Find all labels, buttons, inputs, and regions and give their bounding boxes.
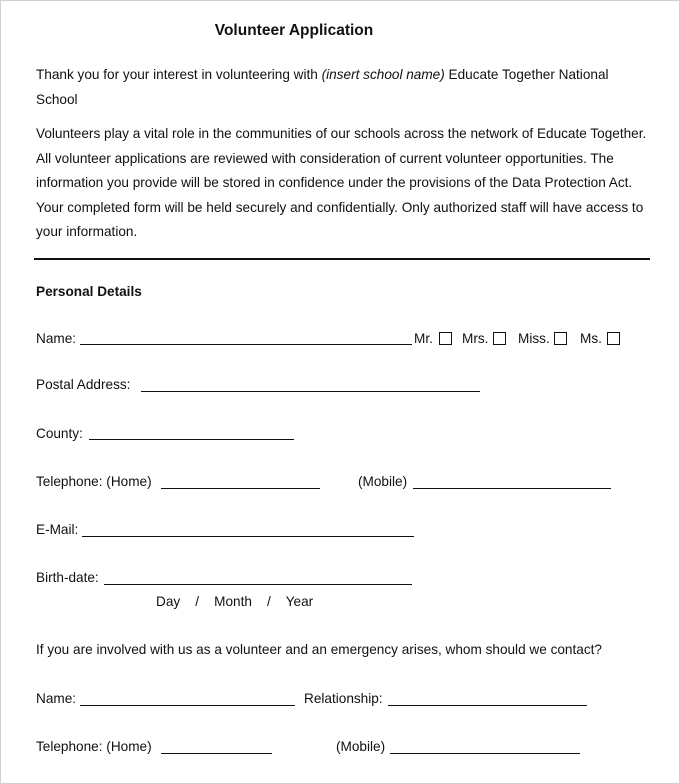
relationship-label: Relationship:	[304, 691, 383, 706]
email-field[interactable]	[82, 536, 414, 537]
postal-address-label: Postal Address:	[36, 377, 131, 392]
intro-paragraph	[36, 63, 648, 112]
telephone-home-field[interactable]	[161, 488, 320, 489]
title-mrs-label: Mrs.	[462, 331, 489, 346]
postal-address-field[interactable]	[141, 391, 480, 392]
birth-date-label: Birth-date:	[36, 570, 99, 585]
emergency-telephone-mobile-field[interactable]	[390, 753, 580, 754]
emergency-telephone-home-label: Telephone: (Home)	[36, 739, 152, 754]
personal-details-heading: Personal Details	[36, 284, 142, 299]
name-label: Name:	[36, 331, 77, 346]
intro-text-end: Educate Together National School	[36, 67, 609, 107]
title-miss-checkbox[interactable]	[554, 332, 567, 345]
title-miss-label: Miss.	[518, 331, 550, 346]
email-label: E-Mail:	[36, 522, 79, 537]
section-divider	[34, 258, 650, 260]
form-title: Volunteer Application	[214, 22, 374, 39]
title-mr-checkbox[interactable]	[439, 332, 452, 345]
emergency-name-label: Name:	[36, 691, 77, 706]
school-name-placeholder: (insert school name)	[321, 67, 445, 82]
title-mrs-checkbox[interactable]	[493, 332, 506, 345]
intro-text-start: Thank you for your interest in volunteering with	[36, 67, 322, 82]
relationship-field[interactable]	[388, 705, 587, 706]
title-ms-label: Ms.	[580, 331, 602, 346]
body-paragraph: Volunteers play a vital role in the communities of our schools across the network of Educate Together. All volunteer applications are reviewed with consideration of current volunteer opportunities. The information you provide will be stored in confidence under the provisions of the Data Protection Act. Your completed form will be held securely and confidentially. Only authorized staff will have access to your information.	[36, 126, 647, 240]
telephone-home-label: Telephone: (Home)	[36, 474, 152, 489]
emergency-telephone-mobile-label: (Mobile)	[336, 739, 386, 754]
telephone-mobile-field[interactable]	[413, 488, 611, 489]
telephone-mobile-label: (Mobile)	[358, 474, 408, 489]
emergency-question: If you are involved with us as a volunteer and an emergency arises, whom should we contact?	[36, 642, 602, 657]
county-label: County:	[36, 426, 83, 441]
title-mr-label: Mr.	[414, 331, 433, 346]
name-field[interactable]	[80, 344, 412, 345]
emergency-name-field[interactable]	[80, 705, 295, 706]
emergency-telephone-home-field[interactable]	[161, 753, 272, 754]
date-format-hint: Day / Month / Year	[156, 594, 314, 609]
county-field[interactable]	[89, 439, 294, 440]
title-ms-checkbox[interactable]	[607, 332, 620, 345]
birth-date-field[interactable]	[104, 584, 412, 585]
